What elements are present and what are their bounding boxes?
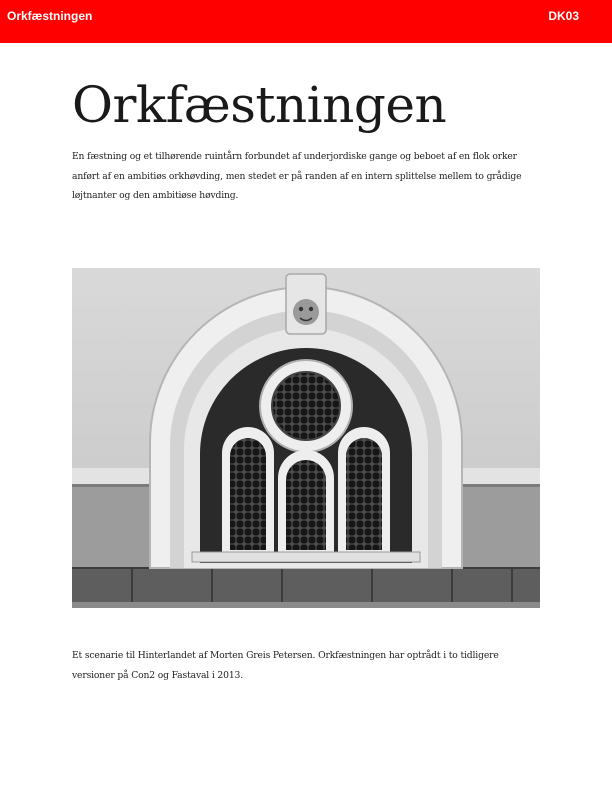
- header-title: Orkfæstningen: [7, 9, 93, 23]
- window-illustration: [72, 268, 540, 608]
- header-code: DK03: [548, 9, 579, 23]
- document-title: Orkfæstningen: [72, 76, 447, 134]
- arched-window-photo: [72, 268, 540, 608]
- credit-paragraph: Et scenarie til Hinterlandet af Morten Greis Petersen. Orkfæstningen har optrådt i to tidligere versioner på Con2 og Fastaval i 2013.: [72, 650, 499, 681]
- page-header: [0, 0, 612, 43]
- intro-paragraph: En fæstning og et tilhørende ruintårn forbundet af underjordiske gange og beboet af en flok orker anført af en ambitiøs orkhøvding, men stedet er på randen af en intern splittelse mellem to grådige løjtnanter og den ambitiøse høvding.: [72, 151, 522, 201]
